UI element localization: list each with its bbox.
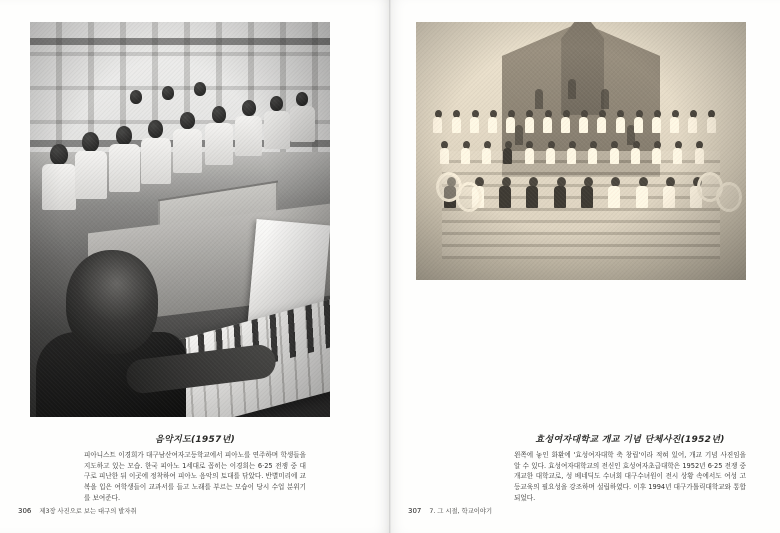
- piano-classroom-photograph: [30, 22, 330, 417]
- right-page: [390, 0, 780, 533]
- book-gutter: [389, 0, 391, 533]
- photo-vignette: [30, 22, 330, 417]
- page-number: 306: [18, 507, 32, 515]
- left-footer: [18, 506, 137, 515]
- caption-paragraph: 왼쪽에 놓인 화환에 '효성여자대학 축 창립'이라 적혀 있어, 개교 기념 사진임을 알 수 있다. 효성여자대학교의 전신인 효성여자초급대학은 1952년 6·25 전쟁 중 개교한 대학교로, 성 베네딕도 수녀회 대구수녀원이 전시 상황 속에서도 여성 고등교육의 필요성을 강조하며 설립하였다. 이후 1994년 대구가톨릭대학교와 통합되었다.: [514, 451, 746, 502]
- right-footer: [408, 506, 492, 515]
- running-head: 7. 그 시절, 학교이야기: [429, 508, 493, 515]
- caption-body: [514, 450, 746, 503]
- page-number: 307: [408, 507, 422, 515]
- running-head: 제3장 사진으로 보는 대구의 발자취: [39, 508, 137, 515]
- left-caption: [84, 432, 306, 503]
- caption-body: [84, 450, 306, 503]
- photo-vignette: [416, 22, 746, 280]
- caption-title: 음악지도(1957년): [154, 435, 236, 445]
- right-caption: [514, 432, 746, 503]
- caption-paragraph: 피아니스트 이경희가 대구남산여자고등학교에서 피아노를 연주하며 학생들을 지도하고 있는 모습. 한국 피아노 1세대로 꼽히는 이경희는 6·25 전쟁 중 대구로 피난한 뒤 이곳에 정착하여 피아노 음악의 토대를 닦았다. 반별미리에 교복을 입은 여학생들이 교과서를 들고 노래를 부르는 모습이 당시 수업 분위기를 보여준다.: [84, 451, 306, 502]
- caption-title: 효성여자대학교 개교 기념 단체사진(1952년): [535, 435, 725, 445]
- church-group-photograph: [416, 22, 746, 280]
